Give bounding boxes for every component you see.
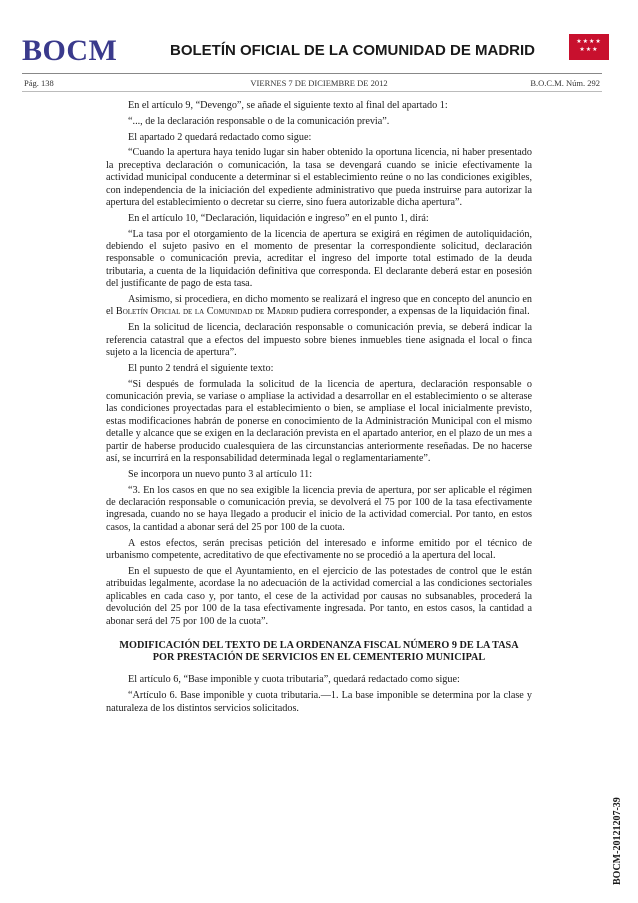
paragraph: “..., de la declaración responsable o de la comunicación previa”. [128,115,390,127]
paragraph: “La tasa por el otorgamiento de la licencia de apertura se exigirá en régimen de autoliquidación, debiendo el sujeto pasivo en el momento de presentar la correspondiente solicitud, declaración responsable o comunicación previa, acreditar el ingreso del importe total estimado de la deuda tributaria, a cuenta de la liquidación definitiva que corresponda. El declarante deberá estar en posesión del justificante de pago de esta tasa. [106,228,532,290]
section-title: MODIFICACIÓN DEL TEXTO DE LA ORDENANZA FISCAL NÚMERO 9 DE LA TASA POR PRESTACIÓN DE SERVICIOS EN EL CEMENTERIO MUNICIPAL [119,639,519,664]
paragraph: En el artículo 10, “Declaración, liquidación e ingreso” en el punto 1, dirá: [128,212,429,224]
paragraph: Se incorpora un nuevo punto 3 al artículo 11: [128,468,313,480]
running-head-rule [22,91,602,92]
paragraph-text: Asimismo, si procediera, en dicho momento se realizará el ingreso que en concepto del anuncio en el [106,294,532,318]
issue-date: VIERNES 7 DE DICIEMBRE DE 2012 [250,78,388,88]
bocm-logo: BOCM [22,34,118,67]
paragraph-text: pudiera corresponder, a expensas de la liquidación final. [298,306,530,318]
paragraph: El apartado 2 quedará redactado como sigue: [128,131,312,143]
gazette-title: BOLETÍN OFICIAL DE LA COMUNIDAD DE MADRID [170,42,535,59]
madrid-flag-icon [569,34,609,60]
issue-number: B.O.C.M. Núm. 292 [530,78,600,88]
paragraph: En el supuesto de que el Ayuntamiento, en el ejercicio de las potestades de control que le están atribuidas legalmente, acordase la no adecuación de la actividad comercial a las condiciones sectoriales aplicables en cada caso y, por tanto, el cese de la actividad por causas no subsanables, procederá la devolución del 25 por 100 de la tasa efectivamente ingresada. Por tanto, en estos casos, la cantidad a abonar será del 75 por 100 de la cuota”. [106,565,532,627]
paragraph: El punto 2 tendrá el siguiente texto: [128,362,274,374]
paragraph: El artículo 6, “Base imponible y cuota tributaria”, quedará redactado como sigue: [128,674,460,686]
bocm-reference-code: BOCM-20121207-39 [612,797,623,885]
paragraph: “3. En los casos en que no sea exigible la licencia previa de apertura, por ser aplicable el régimen de declaración responsable o comunicación previa, se devolverá el 75 por 100 de la tasa efectivamente ingresada, cuando no se haya llegado a producir el inicio de la actividad comercial. Por tanto, en estos casos, la cantidad a abonar será del 25 por 100 de la cuota. [106,484,532,533]
document-body [106,100,532,718]
paragraph [106,294,532,319]
paragraph: “Si después de formulada la solicitud de la licencia de apertura, declaración responsable o comunicación previa, se variase o ampliase la actividad a desarrollar en el establecimiento o se alterase las condiciones proyectadas para el establecimiento o bien, se ampliase el local inicialmente previsto, estas modificaciones habrán de ponerse en conocimiento de la Administración Municipal con el mismo detalle y alcance que se exigen en la declaración prevista en el apartado anterior, en el plazo de un mes a partir de haberse producido cualesquiera de las circunstancias anteriormente reseñadas. De no hacerse así, se incurrirá en la responsabilidad determinada legal o reglamentariamente”. [106,378,532,465]
paragraph: A estos efectos, serán precisas petición del interesado e informe emitido por el técnico de urbanismo competente, acreditativo de que efectivamente no se procedió a la apertura del local. [106,537,532,562]
paragraph: “Cuando la apertura haya tenido lugar sin haber obtenido la oportuna licencia, ni haber presentado la preceptiva declaración o comunicación, la tasa se devengará cuando se inicie efectivamente la actividad municipal conducente a determinar si el establecimiento reúne o no las condiciones exigibles, con independencia de la iniciación del expediente administrativo que pueda instruirse para autorizar la apertura del establecimiento o decretar su cierre, sino fuera autorizable dicha apertura”. [106,147,532,209]
flag-stars: ★★★★ ★★★ [576,38,602,53]
paragraph: “Artículo 6. Base imponible y cuota tributaria.—1. La base imponible se determina por la clase y naturaleza de los distintos servicios solicitados. [106,690,532,714]
header-rule [22,73,602,74]
paragraph: En la solicitud de licencia, declaración responsable o comunicación previa, se deberá indicar la referencia catastral que a efectos del impuesto sobre bienes inmuebles tiene asignada el local o finca sujeto a la licencia de apertura”. [106,322,532,359]
paragraph: En el artículo 9, “Devengo”, se añade el siguiente texto al final del apartado 1: [128,100,448,111]
gazette-name: Boletín Oficial de la Comunidad de Madrid [115,306,299,318]
page-number: Pág. 138 [24,78,54,88]
